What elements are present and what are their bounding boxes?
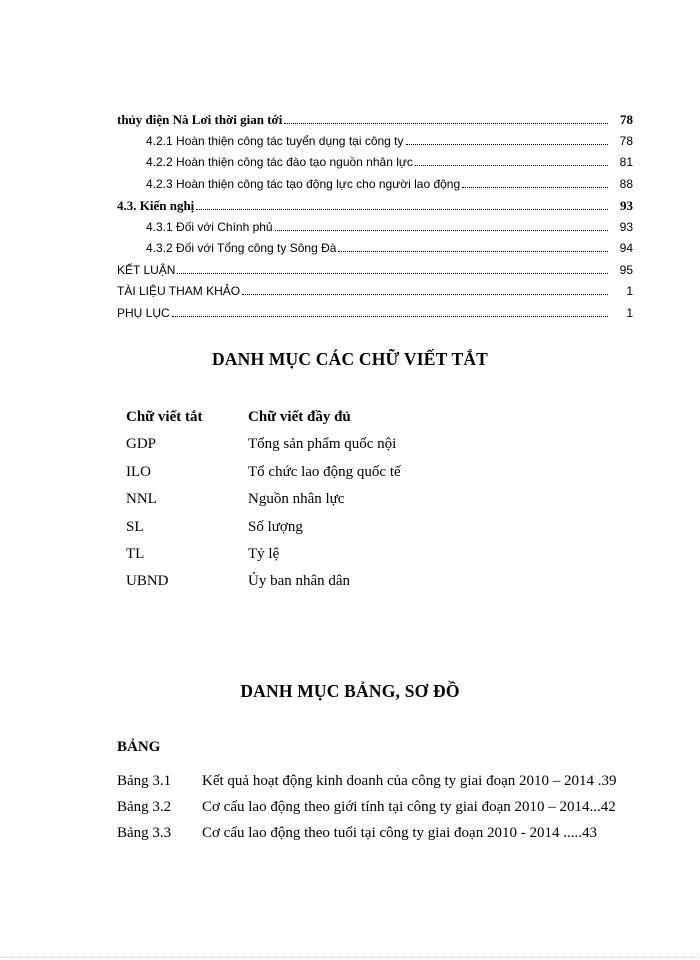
page-bottom-rule	[0, 957, 700, 958]
abbreviation-row	[126, 546, 546, 573]
toc-entry[interactable]	[117, 177, 633, 199]
toc-entry[interactable]	[117, 220, 633, 242]
toc-entry[interactable]	[117, 198, 633, 220]
toc-entry[interactable]	[117, 284, 633, 306]
abbr-short: NNL	[126, 491, 157, 508]
abbreviation-row	[126, 519, 546, 546]
abbreviation-row	[126, 436, 546, 463]
toc-dot-leader	[196, 209, 608, 210]
abbr-full: Ủy ban nhân dân	[248, 573, 351, 590]
abbr-short: UBND	[126, 573, 169, 590]
table-list-item[interactable]	[117, 825, 635, 851]
toc-dot-leader	[172, 316, 608, 317]
table-title: Cơ cấu lao động theo giới tính tại công ty giai đoạn 2010 – 2014...42	[202, 799, 616, 815]
toc-entry[interactable]	[117, 155, 633, 177]
toc-dot-leader	[415, 165, 608, 166]
table-label: Bảng 3.3	[117, 825, 172, 841]
table-title: Kết quả hoạt động kinh doanh của công ty giai đoạn 2010 – 2014 .39	[202, 773, 617, 789]
toc-dot-leader	[284, 123, 608, 124]
toc-entry-page: 1	[626, 305, 633, 320]
abbr-full: Số lượng	[248, 518, 303, 535]
toc-dot-leader	[177, 273, 608, 274]
tables-subheading: BẢNG	[117, 739, 161, 755]
toc-entry[interactable]	[117, 263, 633, 285]
toc-entry-label: 4.2.2 Hoàn thiện công tác đào tạo nguồn nhân lực	[146, 155, 413, 169]
toc-entry-page: 94	[619, 241, 633, 255]
table-list-item[interactable]	[117, 799, 635, 825]
tables-list-heading: DANH MỤC BẢNG, SƠ ĐỒ	[240, 681, 460, 701]
toc-dot-leader	[406, 144, 608, 145]
toc-entry-label: thủy điện Nà Lơi thời gian tới	[117, 112, 283, 127]
toc-entry-label: 4.3. Kiến nghị	[117, 198, 195, 213]
toc-entry-label: KẾT LUẬN	[117, 262, 176, 277]
toc-entry-label: 4.2.3 Hoàn thiện công tác tạo động lực cho người lao động	[146, 176, 461, 191]
toc-entry-page: 93	[619, 219, 633, 234]
toc-dot-leader	[462, 187, 608, 188]
toc-entry-page: 95	[619, 262, 633, 277]
abbr-header-full: Chữ viết đầy đủ	[248, 409, 351, 425]
toc-entry[interactable]	[117, 306, 633, 328]
abbr-full: Tỷ lệ	[248, 545, 280, 562]
toc-entry-page: 78	[620, 112, 633, 127]
abbreviations-table	[126, 409, 546, 601]
toc-entry[interactable]	[117, 241, 633, 263]
abbreviations-header-row	[126, 409, 546, 436]
abbr-short: SL	[126, 518, 144, 535]
toc-entry-label: 4.2.1 Hoàn thiện công tác tuyển dụng tại công ty	[146, 133, 404, 148]
toc-dot-leader	[242, 294, 608, 295]
abbr-full: Tổng sản phẩm quốc nội	[248, 436, 397, 453]
table-label: Bảng 3.1	[117, 773, 172, 789]
abbreviation-row	[126, 491, 546, 518]
abbr-short: ILO	[126, 463, 151, 480]
abbreviation-row	[126, 464, 546, 491]
toc-entry[interactable]	[117, 112, 633, 134]
abbr-short: TL	[126, 545, 145, 562]
tables-list	[117, 773, 635, 851]
abbreviation-row	[126, 573, 546, 600]
toc-entry-label: PHỤ LỤC	[117, 305, 170, 320]
toc-entry[interactable]	[117, 134, 633, 156]
toc-entry-page: 1	[626, 284, 633, 298]
toc-dot-leader	[275, 230, 608, 231]
toc-entry-page: 93	[620, 198, 633, 213]
toc-entry-label: 4.3.1 Đối với Chính phủ	[146, 219, 273, 234]
toc-entry-label: TÀI LIỆU THAM KHẢO	[117, 284, 241, 298]
abbr-full: Tổ chức lao động quốc tế	[248, 463, 401, 480]
toc-entry-label: 4.3.2 Đối với Tổng công ty Sông Đà	[146, 241, 337, 255]
toc-entry-page: 78	[619, 133, 633, 148]
toc-entry-page: 88	[619, 176, 633, 191]
table-of-contents	[117, 112, 633, 327]
table-label: Bảng 3.2	[117, 799, 172, 815]
table-list-item[interactable]	[117, 773, 635, 799]
toc-dot-leader	[338, 251, 608, 252]
abbr-full: Nguồn nhân lực	[248, 491, 345, 508]
abbreviations-heading: DANH MỤC CÁC CHỮ VIẾT TẮT	[211, 349, 489, 369]
toc-entry-page: 81	[619, 155, 633, 169]
abbr-header-short: Chữ viết tắt	[126, 409, 203, 425]
abbr-short: GDP	[126, 436, 157, 453]
table-title: Cơ cấu lao động theo tuổi tại công ty giai đoạn 2010 - 2014 .....43	[202, 825, 597, 841]
